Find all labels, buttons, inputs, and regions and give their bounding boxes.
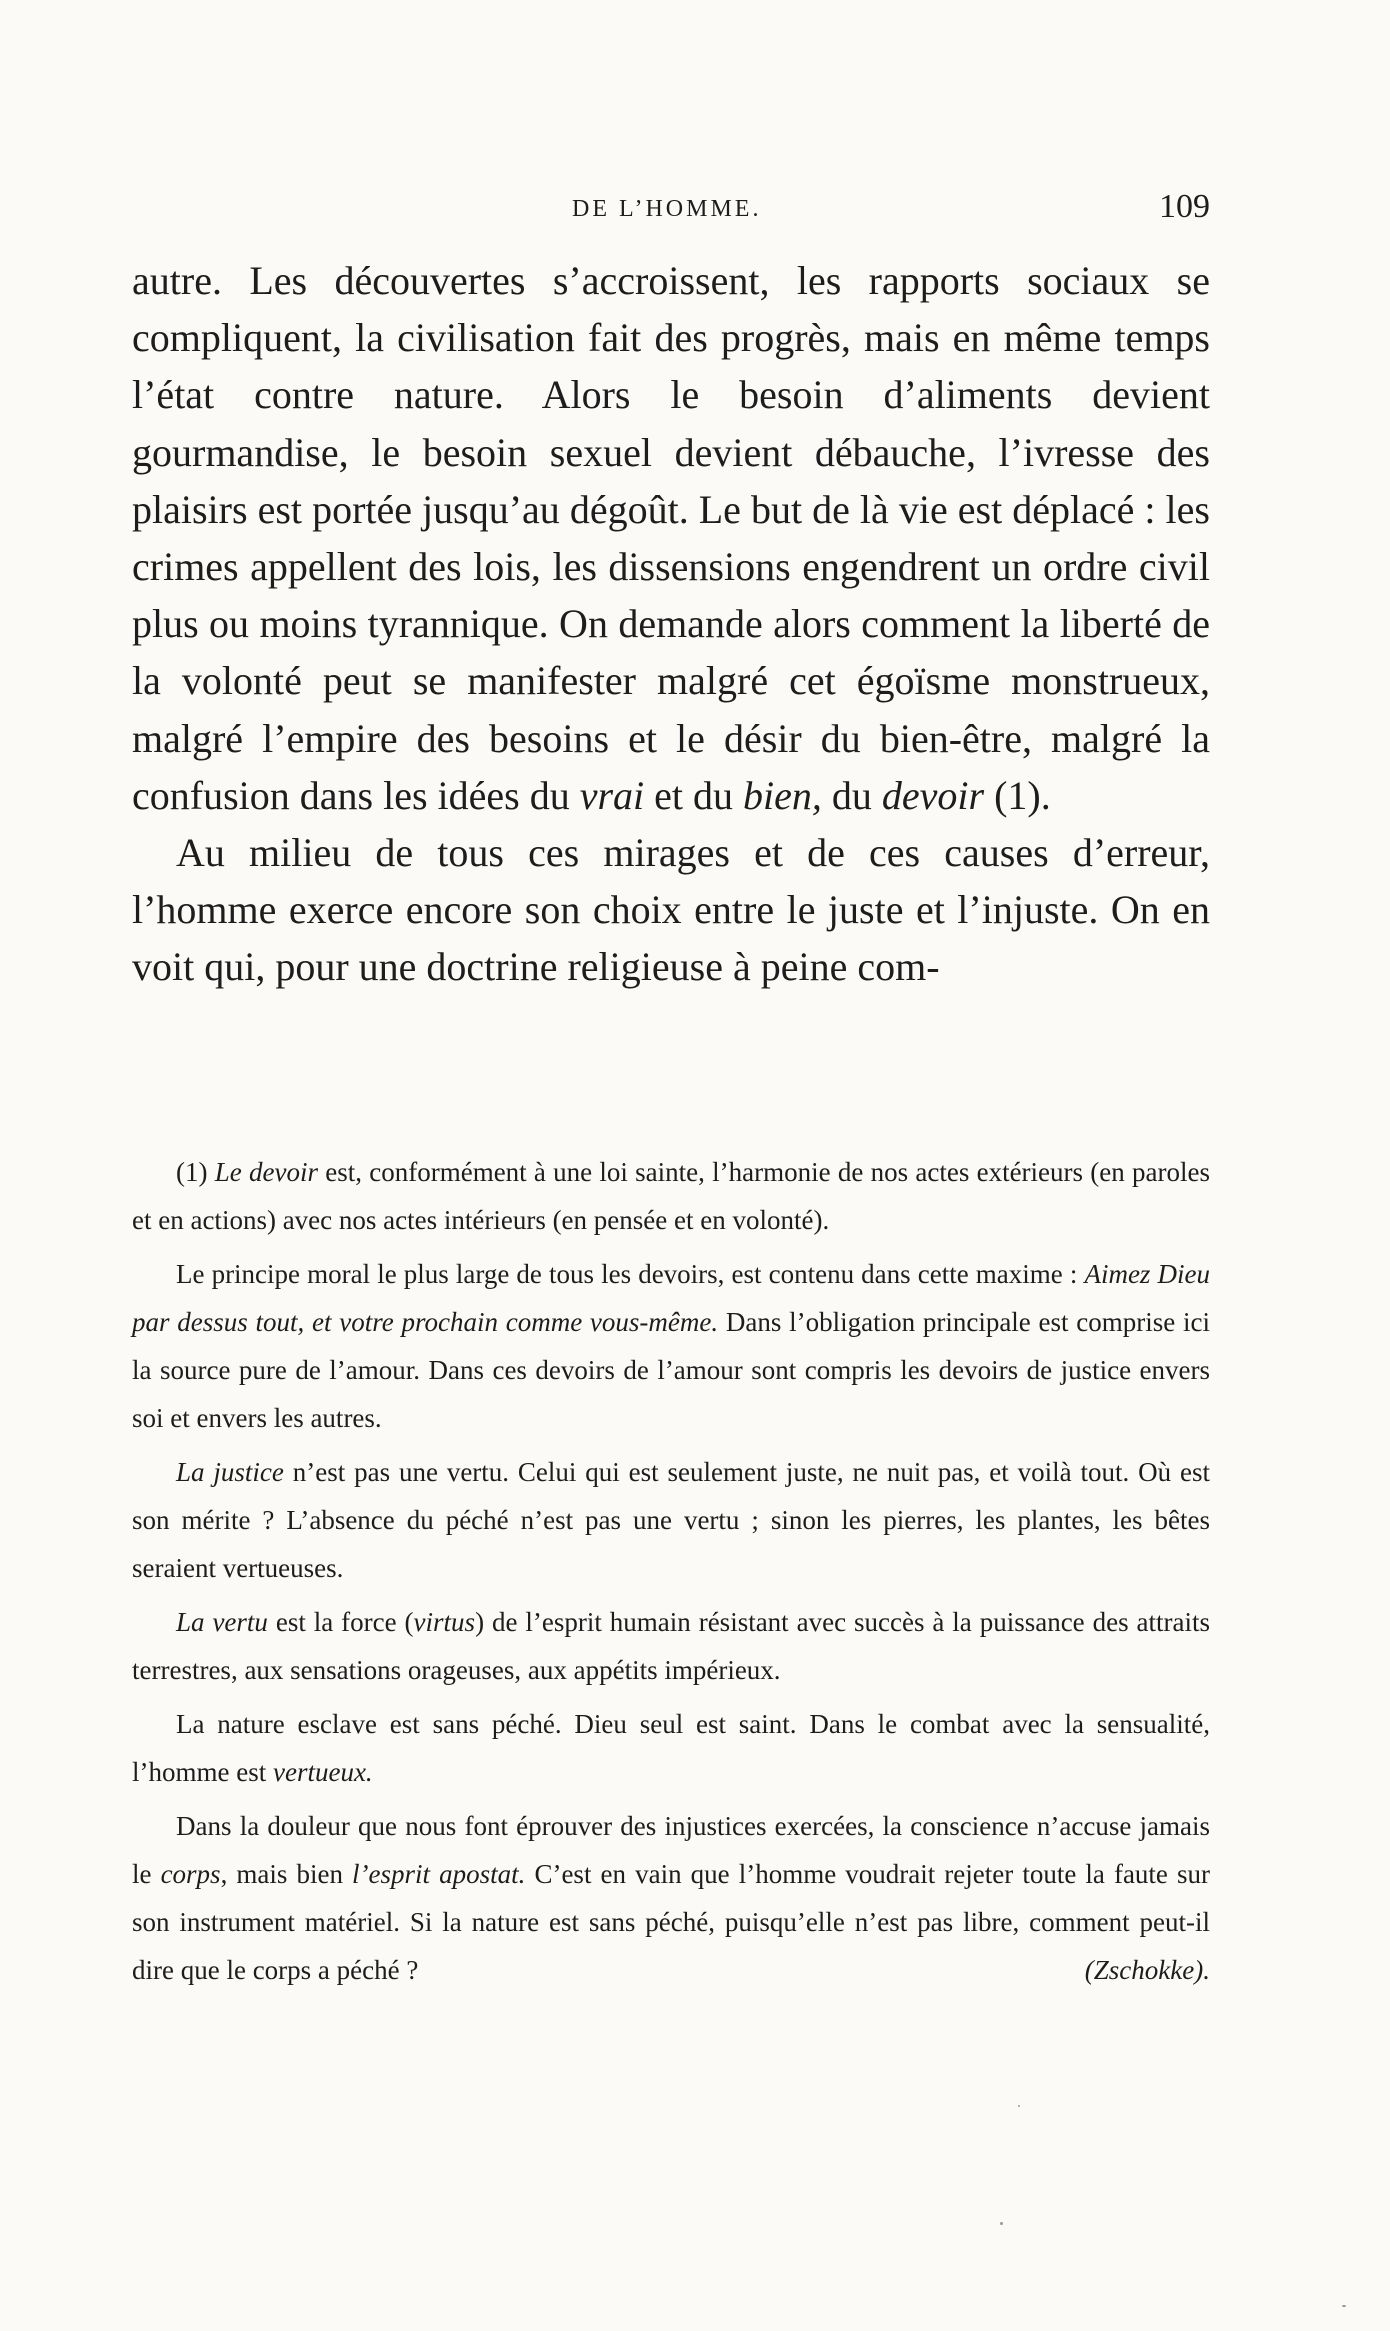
italic-text-run: bien, — [743, 772, 822, 818]
running-head — [132, 188, 1210, 236]
footnotes — [132, 1148, 1210, 1994]
italic-text-run: l’esprit apostat. — [352, 1859, 526, 1889]
italic-text-run: devoir — [881, 772, 985, 818]
footnote-paragraph — [132, 1448, 1210, 1592]
italic-text-run: La vertu — [176, 1607, 268, 1637]
italic-text-run: vertueux. — [272, 1757, 373, 1787]
text-run: n’est pas une vertu. Celui qui est seulement juste, ne nuit pas, et voilà tout. Où est son mérite ? L’absence du péché n’est pas une vertu ; sinon les pierres, les plantes, les bêtes seraient vertueuses. — [132, 1457, 1211, 1583]
paper-speck — [1018, 2105, 1020, 2107]
text-run: est, conformément à une loi sainte, l’harmonie de nos actes extérieurs (en paroles et en actions) avec nos actes intérieurs (en pensée et en volonté). — [132, 1157, 1210, 1235]
text-run: du — [821, 772, 882, 818]
text-run: est la force ( — [267, 1607, 414, 1637]
italic-text-run: corps — [160, 1859, 221, 1889]
main-text — [132, 252, 1210, 996]
text-run: autre. Les découvertes s’accroissent, les rapports sociaux se compliquent, la civilisation fait des progrès, mais en même temps l’état contre nature. Alors le besoin d’aliments devient gourmandise, le besoin sexuel devient débauche, l’ivresse des plaisirs est portée jusqu’au dégoût. Le but de là vie est déplacé : les crimes appellent des lois, les dissensions engendrent un ordre civil plus ou moins tyrannique. On demande alors comment la liberté de la volonté peut se manifester malgré cet égoïsme monstrueux, malgré l’empire des besoins et le désir du bien-être, malgré la confusion dans les idées du — [132, 258, 1210, 818]
text-run: (1) — [176, 1157, 215, 1187]
italic-text-run: Le devoir — [214, 1157, 318, 1187]
text-run: (1). — [984, 772, 1051, 818]
main-paragraph-2 — [132, 824, 1210, 996]
text-run: Dans la douleur que nous font éprouver des injustices exercées, la conscience n’accuse jamais le — [132, 1811, 1210, 1889]
text-run: La nature esclave est sans péché. Dieu seul est saint. Dans le combat avec la sensualité, l’homme est — [132, 1709, 1210, 1787]
text-run: Au milieu de tous ces mirages et de ces causes d’erreur, l’homme exerce encore son choix entre le juste et l’injuste. On en voit qui, pour une doctrine religieuse à peine com- — [132, 830, 1210, 990]
footnote-paragraph — [132, 1148, 1210, 1244]
footnote-paragraph — [132, 1802, 1210, 1994]
text-run: C’est en vain que l’homme voudrait rejeter toute la faute sur son instrument matériel. Si la nature est sans péché, puisqu’elle n’est pas libre, comment peut-il dire que le corps a péché ? — [132, 1859, 1210, 1985]
italic-text-run: La justice — [176, 1457, 284, 1487]
text-run: , mais bien — [220, 1859, 353, 1889]
text-run: Dans l’obligation principale est comprise ici la source pure de l’amour. Dans ces devoirs de l’amour sont compris les devoirs de justice envers soi et envers les autres. — [132, 1307, 1210, 1433]
italic-text-run: vrai — [579, 772, 645, 818]
paper-speck — [1342, 2305, 1346, 2307]
main-paragraph-1 — [132, 252, 1210, 824]
page-number: 109 — [1159, 188, 1210, 225]
running-title: DE L’HOMME. — [572, 196, 762, 222]
footnote-paragraph — [132, 1250, 1210, 1442]
text-run: Le principe moral le plus large de tous les devoirs, est contenu dans cette maxime : — [176, 1259, 1085, 1289]
italic-text-run: Aimez Dieu par dessus tout, et votre prochain comme vous-même. — [132, 1259, 1211, 1337]
text-run: et du — [644, 772, 744, 818]
paper-speck — [1000, 2222, 1003, 2225]
text-run: ) de l’esprit humain résistant avec succès à la puissance des attraits terrestres, aux sensations orageuses, aux appétits impérieux. — [132, 1607, 1210, 1685]
footnote-paragraph — [132, 1700, 1210, 1796]
footnote-signature: (Zschokke). — [1084, 1955, 1210, 1985]
italic-text-run: virtus — [413, 1607, 476, 1637]
footnote-paragraph — [132, 1598, 1210, 1694]
